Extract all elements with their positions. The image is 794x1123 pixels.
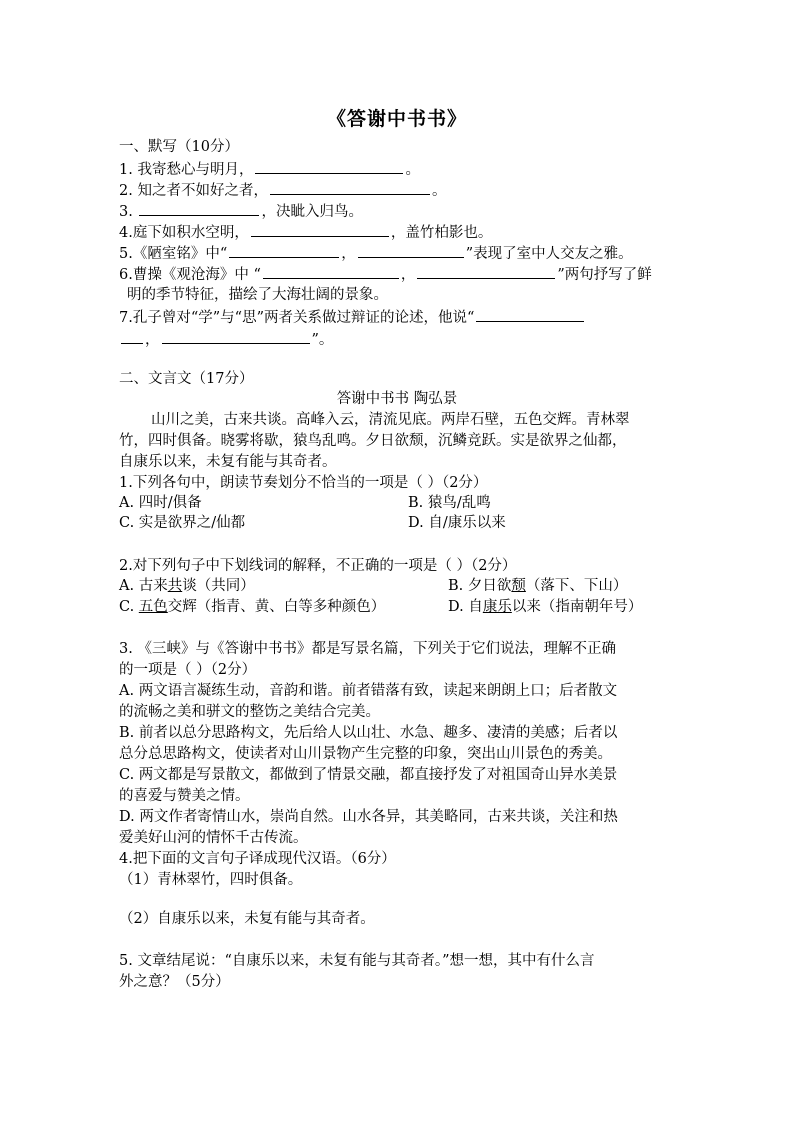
question-6-cont: 明的季节特征，描绘了大海壮阔的景象。 <box>127 287 388 303</box>
mc-question-3: 3. 《三峡》与《答谢中书书》都是写景名篇，下列关于它们说法，理解不正确 <box>119 641 616 657</box>
question-5: 5.《陋室铭》中“ ， ”表现了室中人交友之雅。 <box>119 243 633 264</box>
option-d-cont: 爱美好山河的情怀千古传流。 <box>119 830 308 846</box>
answer-blank[interactable] <box>358 243 464 258</box>
passage-line: 山川之美，古来共谈。高峰入云，清流见底。两岸石壁，五色交辉。青林翠 <box>151 412 630 428</box>
option-a[interactable]: A. 古来共谈（共同） <box>119 578 255 594</box>
question-6: 6.曹操《观沧海》中 “ ， ”两句抒写了鲜 <box>119 264 652 285</box>
question-4: 4.庭下如积水空明， ，盖竹柏影也。 <box>119 222 492 243</box>
option-c[interactable]: C. 实是欲界之/仙都 <box>119 515 246 531</box>
option-b[interactable]: B. 猿鸟/乱鸣 <box>408 495 491 511</box>
translation-question: 4.把下面的文言句子译成现代汉语。（6分） <box>119 851 396 867</box>
option-a-cont: 的流畅之美和骈文的整饬之美结合完美。 <box>119 704 380 720</box>
question-7-cont: ， ”。 <box>119 329 333 350</box>
question-3: 3. ，决眦入归鸟。 <box>119 201 363 222</box>
option-c-cont: 的喜爱与赞美之情。 <box>119 788 250 804</box>
passage-title: 答谢中书书 陶弘景 <box>336 391 458 407</box>
answer-blank[interactable] <box>251 222 389 237</box>
answer-blank[interactable] <box>255 159 403 174</box>
answer-blank[interactable] <box>270 180 430 195</box>
answer-blank[interactable] <box>162 329 310 344</box>
answer-blank[interactable] <box>417 264 555 279</box>
option-b-cont: 总分总思路构文，使读者对山川景物产生完整的印象，突出山川景色的秀美。 <box>119 746 612 762</box>
option-a[interactable]: A. 两文语言凝练生动，音韵和谐。前者错落有致，读起来朗朗上口；后者散文 <box>119 683 618 699</box>
option-c[interactable]: C. 五色交辉（指青、黄、白等多种颜色） <box>119 599 386 615</box>
option-a[interactable]: A. 四时/俱备 <box>119 495 202 511</box>
option-d[interactable]: D. 自/康乐以来 <box>408 515 506 531</box>
mc-question-1: 1.下列各句中，朗读节奏划分不恰当的一项是（ ）（2分） <box>119 475 488 491</box>
mc-question-3-cont: 的一项是（ ）（2分） <box>119 662 257 678</box>
passage-line: 自康乐以来，未复有能与其奇者。 <box>119 454 337 470</box>
option-d[interactable]: D. 自康乐以来（指南朝年号） <box>448 599 643 615</box>
option-b[interactable]: B. 夕日欲颓（落下、下山） <box>448 578 628 594</box>
mc-question-2: 2.对下列句子中下划线词的解释，不正确的一项是（ ）（2分） <box>119 558 517 574</box>
answer-blank[interactable] <box>476 307 584 322</box>
option-c[interactable]: C. 两文都是写景散文，都做到了情景交融，都直接抒发了对祖国奇山异水美景 <box>119 767 618 783</box>
section2-heading: 二、文言文（17分） <box>119 371 254 387</box>
passage-line: 竹，四时俱备。晓雾将歇，猿鸟乱鸣。夕日欲颓，沉鳞竞跃。实是欲界之仙都， <box>119 433 627 449</box>
option-b[interactable]: B. 前者以总分思路构文，先后给人以山壮、水急、趣多、凄清的美感；后者以 <box>119 725 618 741</box>
page-title: 《答谢中书书》 <box>326 108 467 130</box>
section1-heading: 一、默写（10分） <box>119 139 239 155</box>
answer-blank[interactable] <box>263 264 399 279</box>
translation-item-2: （2）自康乐以来，未复有能与其奇者。 <box>119 911 375 927</box>
question-7: 7.孔子曾对“学”与“思”两者关系做过辩证的论述，他说“ <box>119 307 586 328</box>
translation-item-1: （1）青林翠竹，四时俱备。 <box>119 872 303 888</box>
question-2: 2. 知之者不如好之者， 。 <box>119 180 446 201</box>
answer-blank[interactable] <box>229 243 339 258</box>
answer-blank[interactable] <box>121 329 143 344</box>
option-d[interactable]: D. 两文作者寄情山水，崇尚自然。山水各异，其美略同，古来共谈，关注和热 <box>119 809 618 825</box>
essay-question-cont: 外之意？（5分） <box>119 974 230 990</box>
essay-question: 5. 文章结尾说：“自康乐以来，未复有能与其奇者。”想一想，其中有什么言 <box>119 953 595 969</box>
answer-blank[interactable] <box>139 201 259 216</box>
question-1: 1. 我寄愁心与明月， 。 <box>119 159 420 180</box>
